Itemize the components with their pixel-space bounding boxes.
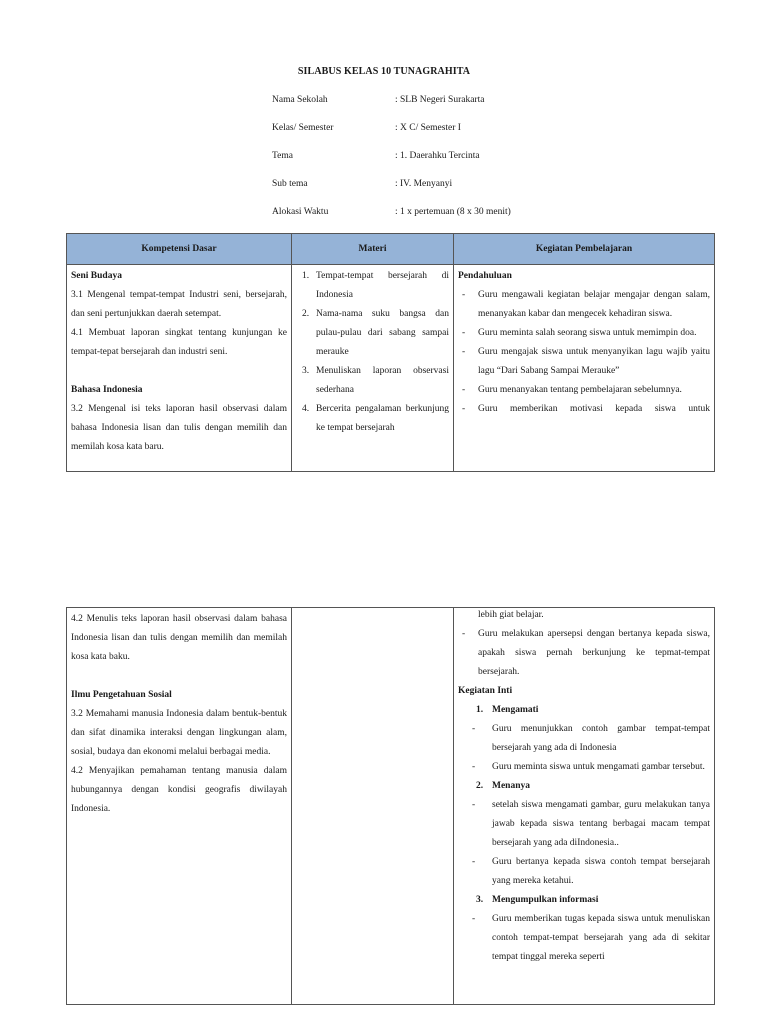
kegiatan-text: Guru memberikan motivasi kepada siswa untuk bbox=[478, 404, 710, 414]
materi-cell bbox=[292, 608, 454, 1005]
kegiatan-heading-inti: Kegiatan Inti bbox=[458, 686, 513, 696]
kegiatan-item bbox=[458, 758, 710, 777]
kd-heading-seni: Seni Budaya bbox=[71, 271, 122, 281]
list-number: 1. bbox=[476, 705, 484, 715]
meta-label: Alokasi Waktu bbox=[272, 207, 329, 217]
dash-bullet: - bbox=[472, 857, 476, 867]
kegiatan-item bbox=[458, 625, 710, 682]
meta-row-theme bbox=[272, 149, 652, 177]
kegiatan-item bbox=[458, 400, 710, 419]
dash-bullet: - bbox=[462, 404, 466, 414]
kegiatan-text: Guru memberikan tugas kepada siswa untuk menuliskan contoh tempat-tempat bersejarah yang ada di sekitar tempat tinggal mereka seperti bbox=[492, 914, 710, 962]
kegiatan-item bbox=[458, 324, 710, 343]
meta-label: Tema bbox=[272, 151, 293, 161]
dash-bullet: - bbox=[472, 800, 476, 810]
materi-text: Bercerita pengalaman berkunjung ke tempat bersejarah bbox=[316, 404, 449, 433]
list-number: 4. bbox=[302, 404, 310, 414]
step-title: Menanya bbox=[492, 781, 530, 791]
kegiatan-text: Guru mengajak siswa untuk menyanyikan lagu wajib yaitu lagu “Dari Sabang Sampai Merauke” bbox=[478, 347, 710, 376]
materi-text: Nama-nama suku bangsa dan pulau-pulau dari sabang sampai merauke bbox=[316, 309, 449, 357]
meta-label: Nama Sekolah bbox=[272, 95, 328, 105]
syllabus-table-page-2 bbox=[66, 607, 715, 1005]
kegiatan-cell bbox=[454, 608, 715, 1005]
kegiatan-text: Guru melakukan apersepsi dengan bertanya kepada siswa, apakah siswa pernah berkunjung ke tepmat-tempat bersejarah. bbox=[478, 629, 710, 677]
kegiatan-text: Guru meminta salah seorang siswa untuk memimpin doa. bbox=[478, 328, 697, 338]
list-number: 2. bbox=[476, 781, 484, 791]
kegiatan-item bbox=[458, 796, 710, 853]
kd-cell bbox=[67, 265, 292, 472]
kegiatan-text: setelah siswa mengamati gambar, guru melakukan tanya jawab kepada siswa tentang berbagai macam tempat bersejarah yang ada diIndonesia.. bbox=[492, 800, 710, 848]
kd-text: 4.1 Membuat laporan singkat tentang kunjungan ke tempat-tepat bersejarah dan industri seni. bbox=[71, 328, 287, 357]
syllabus-table-page-1 bbox=[66, 233, 715, 472]
meta-row-school bbox=[272, 93, 652, 121]
kegiatan-item bbox=[458, 853, 710, 891]
list-number: 3. bbox=[476, 895, 484, 905]
dash-bullet: - bbox=[472, 724, 476, 734]
kegiatan-text: Guru menunjukkan contoh gambar tempat-tempat bersejarah yang ada di Indonesia bbox=[492, 724, 710, 753]
list-number: 3. bbox=[302, 366, 310, 376]
list-number: 2. bbox=[302, 309, 310, 319]
materi-item bbox=[296, 400, 449, 438]
header-kompetensi-dasar: Kompetensi Dasar bbox=[67, 234, 292, 265]
dash-bullet: - bbox=[462, 347, 466, 357]
dash-bullet: - bbox=[462, 385, 466, 395]
kd-heading-bahasa: Bahasa Indonesia bbox=[71, 385, 143, 395]
step-title: Mengumpulkan informasi bbox=[492, 895, 599, 905]
kegiatan-item bbox=[458, 343, 710, 381]
kegiatan-item bbox=[458, 286, 710, 324]
kegiatan-continued: lebih giat belajar. bbox=[478, 610, 544, 620]
kegiatan-text: Guru meminta siswa untuk mengamati gambar tersebut. bbox=[492, 762, 705, 772]
meta-value: : SLB Negeri Surakarta bbox=[395, 95, 485, 105]
header-kegiatan: Kegiatan Pembelajaran bbox=[454, 234, 715, 265]
dash-bullet: - bbox=[462, 290, 466, 300]
document-title: SILABUS KELAS 10 TUNAGRAHITA bbox=[297, 66, 471, 77]
meta-value: : 1 x pertemuan (8 x 30 menit) bbox=[395, 207, 511, 217]
kd-heading-ips: Ilmu Pengetahuan Sosial bbox=[71, 690, 172, 700]
kegiatan-heading-pendahuluan: Pendahuluan bbox=[458, 271, 512, 281]
step-heading bbox=[458, 701, 710, 720]
step-heading bbox=[458, 777, 710, 796]
materi-item bbox=[296, 305, 449, 362]
kegiatan-text: Guru bertanya kepada siswa contoh tempat bersejarah yang mereka ketahui. bbox=[492, 857, 710, 886]
meta-row-time bbox=[272, 205, 652, 233]
dash-bullet: - bbox=[472, 914, 476, 924]
header-materi: Materi bbox=[292, 234, 454, 265]
meta-value: : IV. Menyanyi bbox=[395, 179, 453, 189]
materi-item bbox=[296, 362, 449, 400]
dash-bullet: - bbox=[462, 328, 466, 338]
meta-value: : X C/ Semester I bbox=[395, 123, 461, 133]
step-title: Mengamati bbox=[492, 705, 539, 715]
kd-text: 4.2 Menulis teks laporan hasil observasi dalam bahasa Indonesia lisan dan tulis dengan memilih dan memilah kosa kata baku. bbox=[71, 614, 287, 662]
step-heading bbox=[458, 891, 710, 910]
materi-item bbox=[296, 267, 449, 305]
kd-text: 3.2 Mengenal isi teks laporan hasil observasi dalam bahasa Indonesia lisan dan tulis dengan memilih dan memilah kosa kata baru. bbox=[71, 404, 287, 452]
list-number: 1. bbox=[302, 271, 310, 281]
kd-cell bbox=[67, 608, 292, 1005]
kd-text: 3.1 Mengenal tempat-tempat Industri seni, bersejarah, dan seni pertunjukkan daerah setempat. bbox=[71, 290, 287, 319]
materi-text: Menuliskan laporan observasi sederhana bbox=[316, 366, 449, 395]
meta-row-subtheme bbox=[272, 177, 652, 205]
kegiatan-item bbox=[458, 381, 710, 400]
kd-text: 4.2 Menyajikan pemahaman tentang manusia dalam hubungannya dengan kondisi geografis diwilayah Indonesia. bbox=[71, 766, 287, 814]
meta-row-class bbox=[272, 121, 652, 149]
kegiatan-cell bbox=[454, 265, 715, 472]
kegiatan-item bbox=[458, 720, 710, 758]
dash-bullet: - bbox=[462, 629, 466, 639]
meta-label: Sub tema bbox=[272, 179, 308, 189]
materi-text: Tempat-tempat bersejarah di Indonesia bbox=[316, 271, 449, 300]
dash-bullet: - bbox=[472, 762, 476, 772]
kegiatan-item bbox=[458, 910, 710, 967]
kegiatan-text: Guru mengawali kegiatan belajar mengajar dengan salam, menanyakan kabar dan mengecek kehadiran siswa. bbox=[478, 290, 710, 319]
meta-label: Kelas/ Semester bbox=[272, 123, 334, 133]
kegiatan-text: Guru menanyakan tentang pembelajaran sebelumnya. bbox=[478, 385, 682, 395]
meta-value: : 1. Daerahku Tercinta bbox=[395, 151, 480, 161]
meta-info bbox=[272, 93, 652, 233]
kd-text: 3.2 Memahami manusia Indonesia dalam bentuk-bentuk dan sifat dinamika interaksi dengan lingkungan alam, sosial, budaya dan ekonomi melalui berbagai media. bbox=[71, 709, 287, 757]
materi-cell bbox=[292, 265, 454, 472]
